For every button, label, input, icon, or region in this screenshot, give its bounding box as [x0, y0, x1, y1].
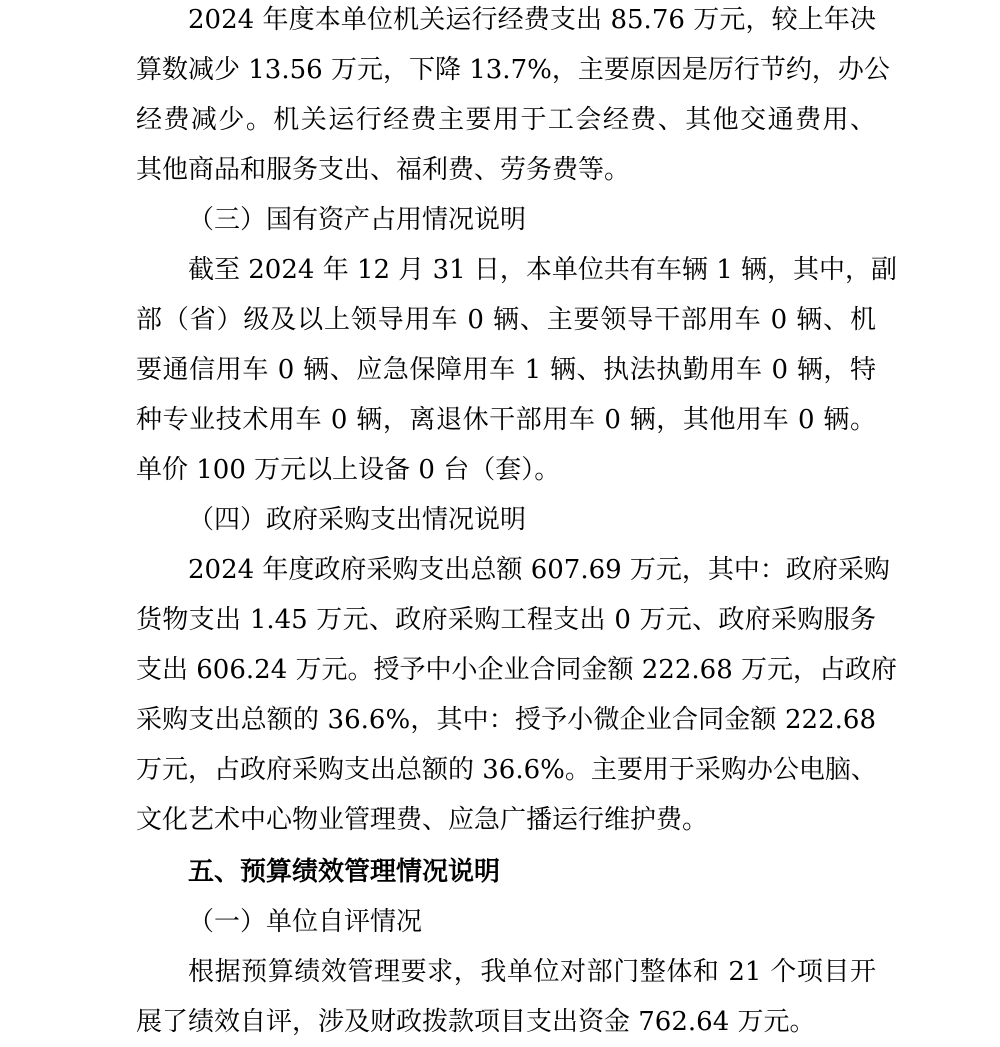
paragraph-line: 要通信用车 0 辆、应急保障用车 1 辆、执法执勤用车 0 辆，特 — [136, 355, 876, 385]
section-subheading: （一）单位自评情况 — [188, 907, 423, 937]
section-subheading: （三）国有资产占用情况说明 — [188, 205, 527, 235]
paragraph-line: 根据预算绩效管理要求，我单位对部门整体和 21 个项目开 — [188, 957, 876, 987]
paragraph-line: 算数减少 13.56 万元，下降 13.7%，主要原因是厉行节约，办公 — [136, 55, 890, 85]
paragraph-line: 2024 年度政府采购支出总额 607.69 万元，其中：政府采购 — [188, 555, 890, 585]
paragraph-line: 部（省）级及以上领导用车 0 辆、主要领导干部用车 0 辆、机 — [136, 305, 876, 335]
section-heading: 五、预算绩效管理情况说明 — [188, 857, 501, 887]
paragraph-line: 文化艺术中心物业管理费、应急广播运行维护费。 — [136, 805, 709, 835]
paragraph-line: 2024 年度本单位机关运行经费支出 85.76 万元，较上年决 — [188, 5, 876, 35]
paragraph-line: 采购支出总额的 36.6%，其中：授予小微企业合同金额 222.68 — [136, 705, 876, 735]
paragraph-line: 经费减少。机关运行经费主要用于工会经费、其他交通费用、 — [136, 105, 876, 135]
paragraph-line: 其他商品和服务支出、福利费、劳务费等。 — [136, 155, 631, 185]
paragraph-line: 单价 100 万元以上设备 0 台（套）。 — [136, 455, 561, 485]
paragraph-line: 万元，占政府采购支出总额的 36.6%。主要用于采购办公电脑、 — [136, 755, 877, 785]
paragraph-line: 货物支出 1.45 万元、政府采购工程支出 0 万元、政府采购服务 — [136, 605, 876, 635]
paragraph-line: 种专业技术用车 0 辆，离退休干部用车 0 辆，其他用车 0 辆。 — [136, 405, 876, 435]
paragraph-line: 展了绩效自评，涉及财政拨款项目支出资金 762.64 万元。 — [136, 1007, 816, 1037]
section-subheading: （四）政府采购支出情况说明 — [188, 505, 527, 535]
paragraph-line: 截至 2024 年 12 月 31 日，本单位共有车辆 1 辆，其中，副 — [188, 255, 897, 285]
paragraph-line: 支出 606.24 万元。授予中小企业合同金额 222.68 万元，占政府 — [136, 655, 898, 685]
